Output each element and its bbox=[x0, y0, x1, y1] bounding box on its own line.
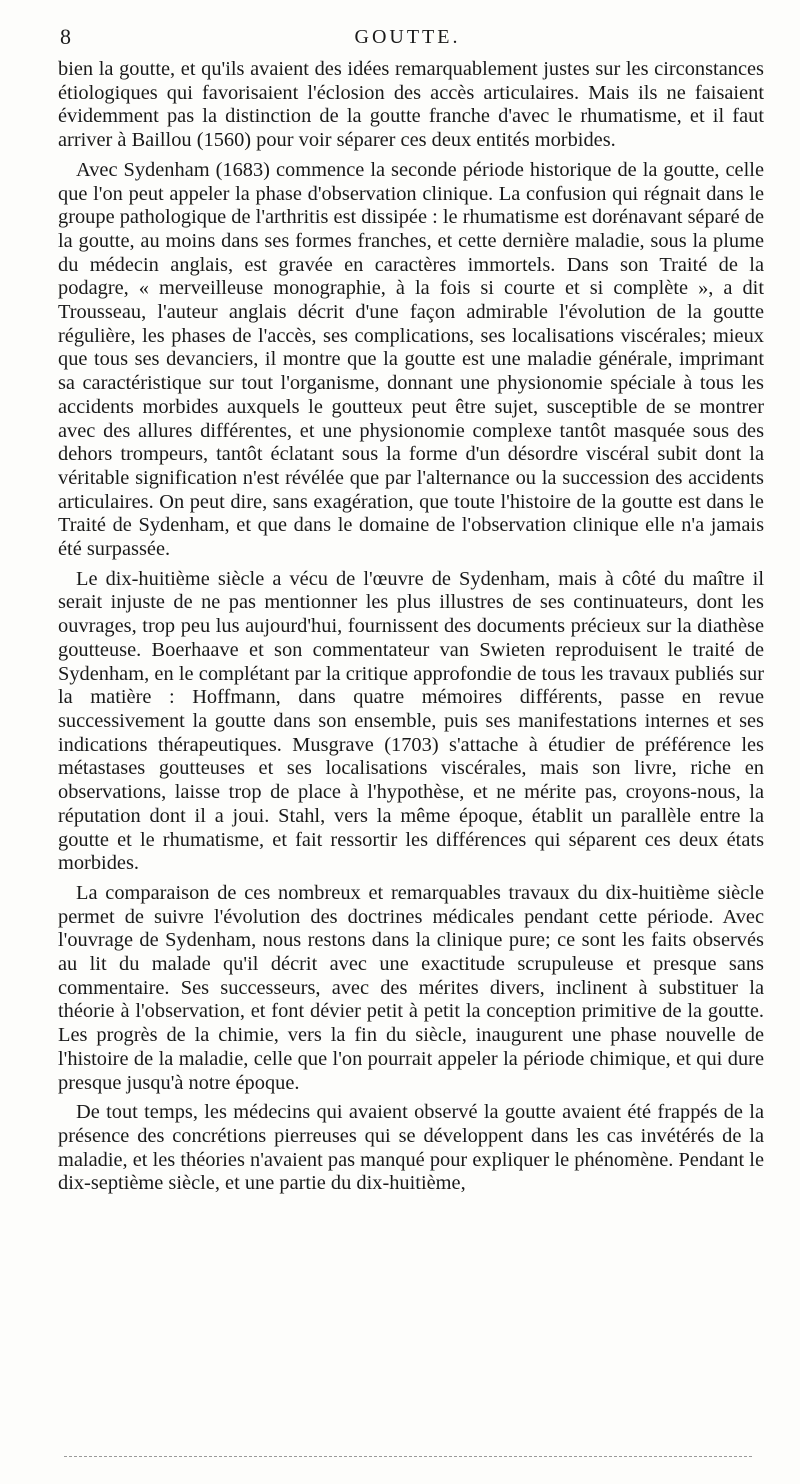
paragraph: La comparaison de ces nombreux et remarquables travaux du dix-huitième siècle permet de suivre l'évolution des doctrines médicales pendant cette période. Avec l'ouvrage de Sydenham, nous restons dans la clinique pure; ce sont les faits observés au lit du malade qu'il décrit avec une exactitude scrupuleuse et presque sans commentaire. Ses successeurs, avec des mérites divers, inclinent à substituer la théorie à l'observation, et font dévier petit à petit la conception primitive de la goutte. Les progrès de la chimie, vers la fin du siècle, inaugurent une phase nouvelle de l'histoire de la maladie, celle que l'on pourrait appeler la période chimique, et qui dure presque jusqu'à notre époque. bbox=[58, 881, 764, 1094]
paragraph: Le dix-huitième siècle a vécu de l'œuvre de Sydenham, mais à côté du maître il serait injuste de ne pas mentionner les plus illustres de ses continuateurs, dont les ouvrages, trop peu lus aujourd'hui, fournissent des documents précieux sur la diathèse goutteuse. Boerhaave et son commentateur van Swieten reproduisent le traité de Sydenham, en le complétant par la critique approfondie de tous les travaux publiés sur la matière : Hoffmann, dans quatre mémoires différents, passe en revue successivement la goutte dans son ensemble, puis ses manifestations internes et ses indications thérapeutiques. Musgrave (1703) s'attache à étudier de préférence les métastases goutteuses et ses localisations viscérales, mais son livre, riche en observations, laisse trop de place à l'hypothèse, et ne mérite pas, croyons-nous, la réputation dont il a joui. Stahl, vers la même époque, établit un parallèle entre la goutte et le rhumatisme, et fait ressortir les différences qui séparent ces deux états morbides. bbox=[58, 567, 764, 875]
body-text bbox=[58, 58, 764, 1196]
paragraph: De tout temps, les médecins qui avaient observé la goutte avaient été frappés de la présence des concrétions pierreuses qui se développent dans les cas invétérés de la maladie, et les théories n'avaient pas manqué pour expliquer le phénomène. Pendant le dix-septième siècle, et une partie du dix-huitième, bbox=[58, 1101, 764, 1195]
footer-rule bbox=[64, 1456, 752, 1457]
paragraph: bien la goutte, et qu'ils avaient des idées remarquablement justes sur les circonstances étiologiques qui favorisaient l'éclosion des accès articulaires. Mais ils ne faisaient évidemment pas la distinction de la goutte franche d'avec le rhumatisme, et il faut arriver à Baillou (1560) pour voir séparer ces deux entités morbides. bbox=[58, 58, 764, 152]
paragraph: Avec Sydenham (1683) commence la seconde période historique de la goutte, celle que l'on peut appeler la phase d'observation clinique. La confusion qui régnait dans le groupe pathologique de l'arthritis est dissipée : le rhumatisme est dorénavant séparé de la goutte, au moins dans ses formes franches, et cette dernière maladie, sous la plume du médecin anglais, est gravée en caractères immortels. Dans son Traité de la podagre, « merveilleuse monographie, à la fois si courte et si complète », a dit Trousseau, l'auteur anglais décrit d'une façon admirable l'évolution de la goutte régulière, les phases de l'accès, ses complications, ses localisations viscérales; mieux que tous ses devanciers, il montre que la goutte est une maladie générale, imprimant sa caractéristique sur tout l'organisme, donnant une physionomie spéciale à tous les accidents morbides auxquels le goutteux peut être sujet, susceptible de se montrer avec des allures différentes, et une physionomie complexe tantôt masquée sous des dehors trompeurs, tantôt éclatant sous la forme d'un désordre viscéral subit dont la véritable signification n'est révélée que par l'alternance ou la succession des accidents articulaires. On peut dire, sans exagération, que toute l'histoire de la goutte est dans le Traité de Sydenham, et que dans le domaine de l'observation clinique elle n'a jamais été surpassée. bbox=[58, 158, 764, 561]
running-title: GOUTTE. bbox=[354, 26, 461, 48]
page-number: 8 bbox=[60, 24, 72, 49]
page-header bbox=[60, 24, 755, 58]
